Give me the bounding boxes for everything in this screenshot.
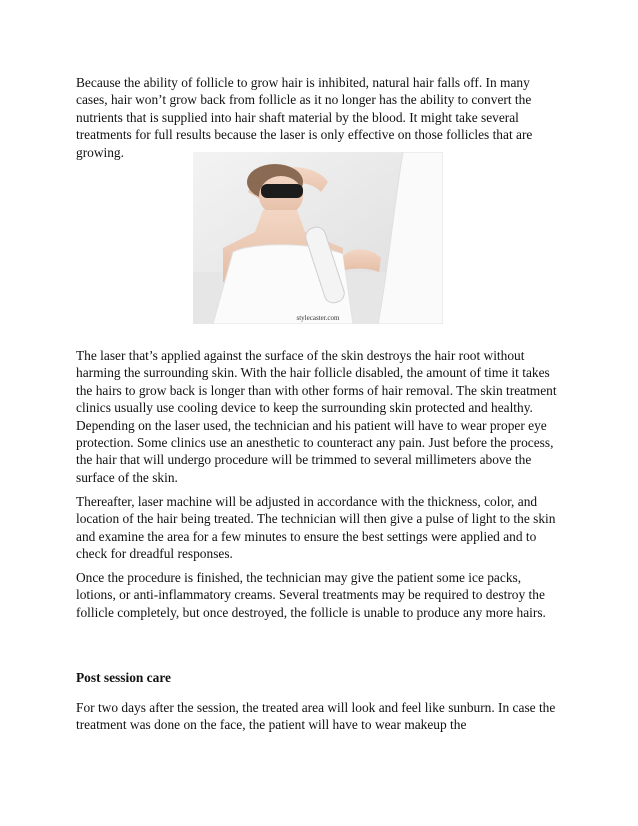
section-heading: Post session care bbox=[76, 670, 171, 685]
photo-illustration bbox=[193, 152, 443, 324]
body-paragraph-laser-procedure: The laser that’s applied against the surface of the skin destroys the hair root without harming the surrounding skin. With the hair follicle disabled, the amount of time it takes the hairs to grow back is longer than with other forms of hair removal. The skin treatment clinics usually use cooling device to keep the surrounding skin protected and healthy. Depending on the laser used, the technician and his patient will have to wear proper eye protection. Some clinics use an anesthetic to counteract any pain. Just before the process, the hair that will undergo procedure will be trimmed to several millimeters above the surface of the skin. bbox=[76, 348, 557, 485]
body-paragraph-post-session: For two days after the session, the treated area will look and feel like sunburn. In case the treatment was done on the face, the patient will have to wear makeup the bbox=[76, 700, 556, 733]
figure-caption: stylecaster.com bbox=[296, 314, 340, 322]
body-paragraph-follicle: Because the ability of follicle to grow hair is inhibited, natural hair falls off. In many cases, hair won’t grow back from follicle as it no longer has the ability to convert the nutrients that is supplied into hair shaft material by the blood. It might take several treatments for full results because the laser is only effective on those follicles that are growing. bbox=[76, 75, 533, 160]
body-paragraph-aftercare: Once the procedure is finished, the technician may give the patient some ice packs, lotions, or anti-inflammatory creams. Several treatments may be required to destroy the follicle completely, but once destroyed, the follicle is unable to produce any more hairs. bbox=[76, 570, 546, 620]
laser-treatment-photo bbox=[193, 152, 443, 324]
body-paragraph-machine-adjustment: Thereafter, laser machine will be adjusted in accordance with the thickness, color, and location of the hair being treated. The technician will then give a pulse of light to the skin and examine the area for a few minutes to ensure the best settings were applied and to check for dreadful responses. bbox=[76, 494, 556, 562]
